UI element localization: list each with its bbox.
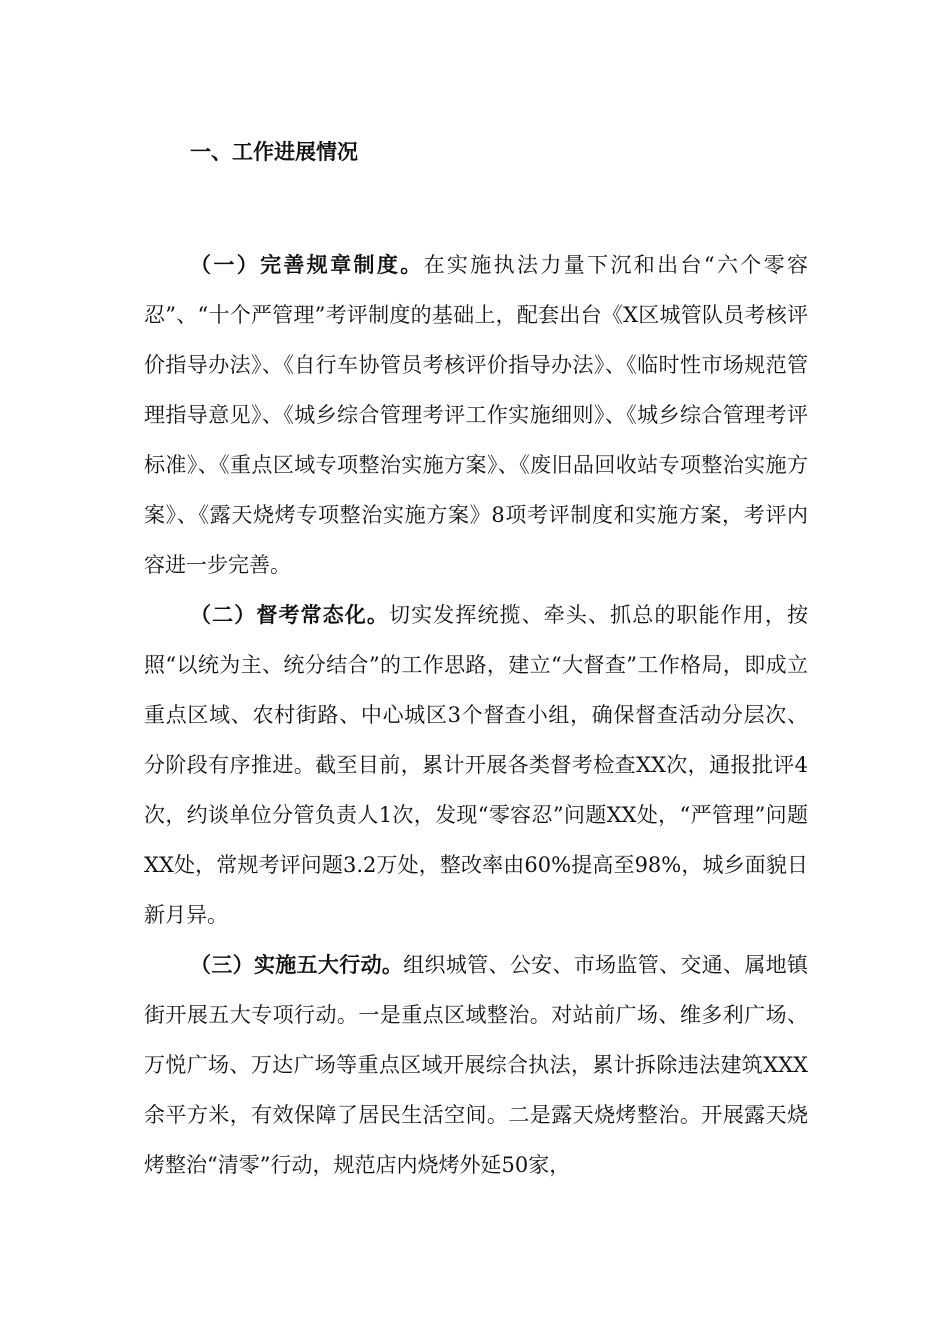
paragraph-supervision: [144, 590, 808, 940]
paragraph-lead: （三）实施五大行动。: [190, 953, 404, 977]
paragraph-text: 切实发挥统揽、牵头、抓总的职能作用，按照“以统为主、统分结合”的工作思路，建立“大督查”工作格局，即成立重点区域、农村街路、中心城区3个督查小组，确保督查活动分层次、分阶段有序推进。截至目前，累计开展各类督考检查XX次，通报批评4次，约谈单位分管负责人1次，发现“零容忍”问题XX处，“严管理”问题XX处，常规考评问题3.2万处，整改率由60%提高至98%，城乡面貌日新月异。: [144, 603, 808, 927]
paragraph-five-actions: [144, 940, 808, 1190]
section-heading: 一、工作进展情况: [190, 140, 358, 164]
paragraph-regulations: [144, 240, 808, 590]
paragraph-lead: （二）督考常态化。: [190, 603, 389, 627]
paragraph-text: 在实施执法力量下沉和出台“六个零容忍”、“十个严管理”考评制度的基础上，配套出台《X区城管队员考核评价指导办法》、《自行车协管员考核评价指导办法》、《临时性市场规范管理指导意见》、《城乡综合管理考评工作实施细则》、《城乡综合管理考评标准》、《重点区域专项整治实施方案》、《废旧品回收站专项整治实施方案》、《露天烧烤专项整治实施方案》8项考评制度和实施方案，考评内容进一步完善。: [144, 253, 809, 577]
document-body: [144, 240, 808, 1190]
paragraph-text: 组织城管、公安、市场监管、交通、属地镇街开展五大专项行动。一是重点区域整治。对站前广场、维多利广场、万悦广场、万达广场等重点区域开展综合执法，累计拆除违法建筑XXX余平方米，有效保障了居民生活空间。二是露天烧烤整治。开展露天烧烤整治“清零”行动，规范店内烧烤外延50家，: [144, 953, 809, 1177]
paragraph-lead: （一）完善规章制度。: [190, 253, 424, 277]
